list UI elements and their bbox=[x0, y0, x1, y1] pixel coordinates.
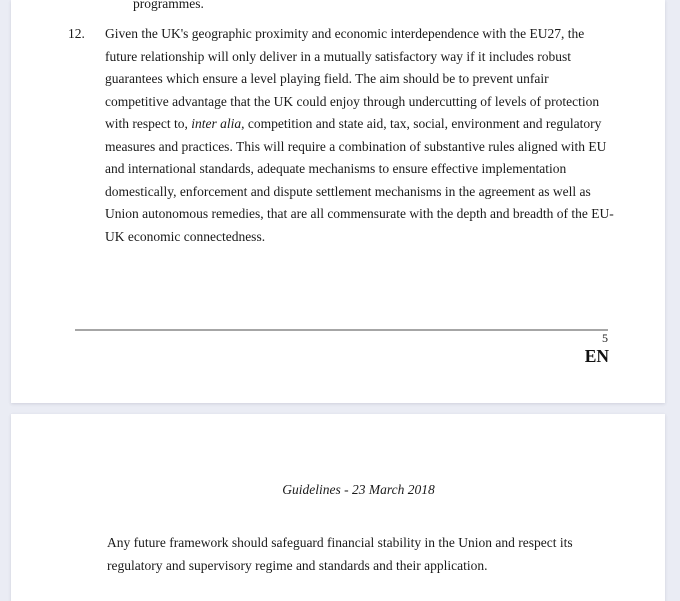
paragraph-line: Union autonomous remedies, that are all commensurate with the depth and breadth of the EU- bbox=[105, 206, 614, 221]
document-page-2 bbox=[11, 414, 665, 601]
guidelines-date-heading: Guidelines - 23 March 2018 bbox=[282, 482, 435, 497]
paragraph-line: and international standards, adequate mechanisms to ensure effective implementation bbox=[105, 161, 567, 176]
paragraph-line: future relationship will only deliver in a mutually satisfactory way if it includes robust bbox=[105, 48, 572, 64]
paragraph-line-with-latin-term bbox=[105, 113, 617, 136]
latin-term-inter-alia: inter alia bbox=[191, 116, 242, 131]
page-number: 5 bbox=[602, 331, 608, 345]
paragraph-12-body bbox=[105, 23, 617, 248]
paragraph-line: Any future framework should safeguard financial stability in the Union and respect its bbox=[107, 535, 573, 550]
paragraph-line: UK economic connectedness. bbox=[105, 228, 266, 244]
line-segment: , competition and state aid, tax, social, environment and regulatory bbox=[241, 116, 602, 131]
page2-paragraph bbox=[107, 531, 623, 577]
line-segment: with respect to, bbox=[105, 116, 192, 131]
paragraph-line: domestically, enforcement and dispute settlement mechanisms in the agreement as well as bbox=[105, 183, 591, 199]
paragraph-line: Given the UK's geographic proximity and economic interdependence with the EU27, the bbox=[105, 26, 585, 41]
paragraph-12-number: 12. bbox=[68, 26, 85, 41]
paragraph-line: measures and practices. This will require a combination of substantive rules aligned with EU bbox=[105, 138, 607, 154]
paragraph-line: competitive advantage that the UK could enjoy through undercutting of levels of protection bbox=[105, 93, 600, 109]
paragraph-12 bbox=[68, 23, 617, 248]
document-page-1 bbox=[11, 0, 665, 403]
paragraph-line: guarantees which ensure a level playing field. The aim should be to prevent unfair bbox=[105, 71, 549, 86]
paragraph-line: regulatory and supervisory regime and standards and their application. bbox=[107, 558, 488, 573]
clipped-previous-paragraph-line: programmes. bbox=[133, 0, 204, 11]
language-code-label: EN bbox=[584, 346, 609, 366]
footer-divider-line bbox=[75, 329, 608, 331]
